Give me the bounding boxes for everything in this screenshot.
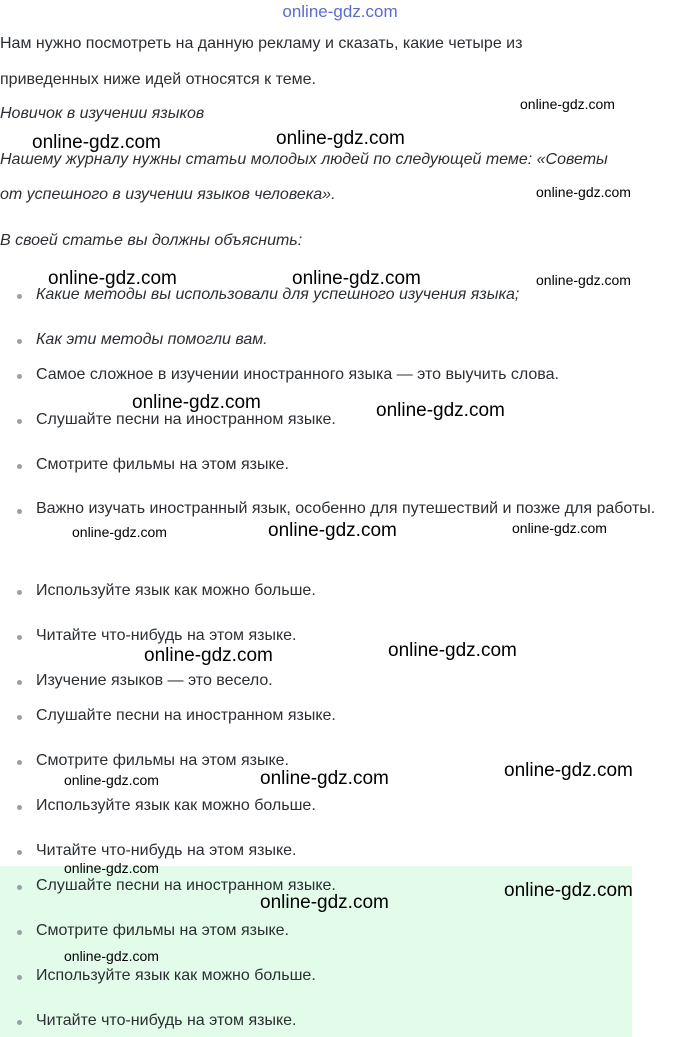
watermark: online-gdz.com xyxy=(260,892,389,913)
watermark: online-gdz.com xyxy=(536,184,631,200)
list-item-text: Слушайте песни на иностранном языке. xyxy=(36,707,336,724)
answer-item-text: Используйте язык как можно больше. xyxy=(36,967,316,984)
watermark: online-gdz.com xyxy=(72,524,167,540)
watermark: online-gdz.com xyxy=(260,768,389,789)
bullet xyxy=(17,464,22,469)
bullet xyxy=(17,930,22,935)
watermark: online-gdz.com xyxy=(292,268,421,289)
list-item-text: Изучение языков — это весело. xyxy=(36,672,273,689)
watermark: online-gdz.com xyxy=(512,520,607,536)
watermark: online-gdz.com xyxy=(504,880,633,901)
bullet xyxy=(17,1020,22,1025)
bullet xyxy=(17,760,22,765)
bullet xyxy=(17,635,22,640)
list-item-text: Смотрите фильмы на этом языке. xyxy=(36,752,289,769)
watermark: online-gdz.com xyxy=(268,520,397,541)
intro-line-1: Нам нужно посмотреть на данную рекламу и сказать, какие четыре из xyxy=(0,35,523,52)
list-item-text: Важно изучать иностранный язык, особенно для путешествий и позже для работы. xyxy=(36,500,656,517)
site-header[interactable]: online-gdz.com xyxy=(282,2,398,21)
watermark: online-gdz.com xyxy=(48,268,177,289)
watermark: online-gdz.com xyxy=(276,128,405,149)
watermark: online-gdz.com xyxy=(132,392,261,413)
bullet xyxy=(17,419,22,424)
ad-text-line-1: Нашему журналу нужны статьи молодых людей по следующей теме: «Советы xyxy=(0,151,608,168)
bullet xyxy=(17,374,22,379)
bullet xyxy=(17,975,22,980)
list-item-text: Читайте что-нибудь на этом языке. xyxy=(36,627,297,644)
ad-title: Новичок в изучении языков xyxy=(0,105,205,122)
answer-item-text: Смотрите фильмы на этом языке. xyxy=(36,922,289,939)
watermark: online-gdz.com xyxy=(64,948,159,964)
ad-task: В своей статье вы должны объяснить: xyxy=(0,232,303,249)
watermark: online-gdz.com xyxy=(536,272,631,288)
intro-line-2: приведенных ниже идей относятся к теме. xyxy=(0,71,316,88)
bullet xyxy=(17,294,22,299)
list-item-text: Читайте что-нибудь на этом языке. xyxy=(36,842,297,859)
watermark: online-gdz.com xyxy=(144,645,273,666)
watermark: online-gdz.com xyxy=(520,96,615,112)
bullet xyxy=(17,680,22,685)
bullet xyxy=(17,590,22,595)
bullet xyxy=(17,715,22,720)
list-item-text: Как эти методы помогли вам. xyxy=(36,331,268,348)
list-item-text: Используйте язык как можно больше. xyxy=(36,797,316,814)
list-item-text: Самое сложное в изучении иностранного языка — это выучить слова. xyxy=(36,366,559,383)
list-item-text: Слушайте песни на иностранном языке. xyxy=(36,411,336,428)
watermark: online-gdz.com xyxy=(504,760,633,781)
answer-item-text: Слушайте песни на иностранном языке. xyxy=(36,877,336,894)
answer-item-text: Читайте что-нибудь на этом языке. xyxy=(36,1012,297,1029)
watermark: online-gdz.com xyxy=(376,400,505,421)
watermark: online-gdz.com xyxy=(32,132,161,153)
list-item-text: Какие методы вы использовали для успешного изучения языка; xyxy=(36,286,520,303)
bullet xyxy=(17,805,22,810)
bullet xyxy=(17,885,22,890)
bullet xyxy=(17,850,22,855)
bullet xyxy=(17,339,22,344)
list-item-text: Смотрите фильмы на этом языке. xyxy=(36,456,289,473)
watermark: online-gdz.com xyxy=(64,772,159,788)
list-item-text: Используйте язык как можно больше. xyxy=(36,582,316,599)
ad-text-line-2: от успешного в изучении языков человека». xyxy=(0,186,336,203)
watermark: online-gdz.com xyxy=(64,860,159,876)
watermark: online-gdz.com xyxy=(388,640,517,661)
bullet xyxy=(17,509,22,514)
